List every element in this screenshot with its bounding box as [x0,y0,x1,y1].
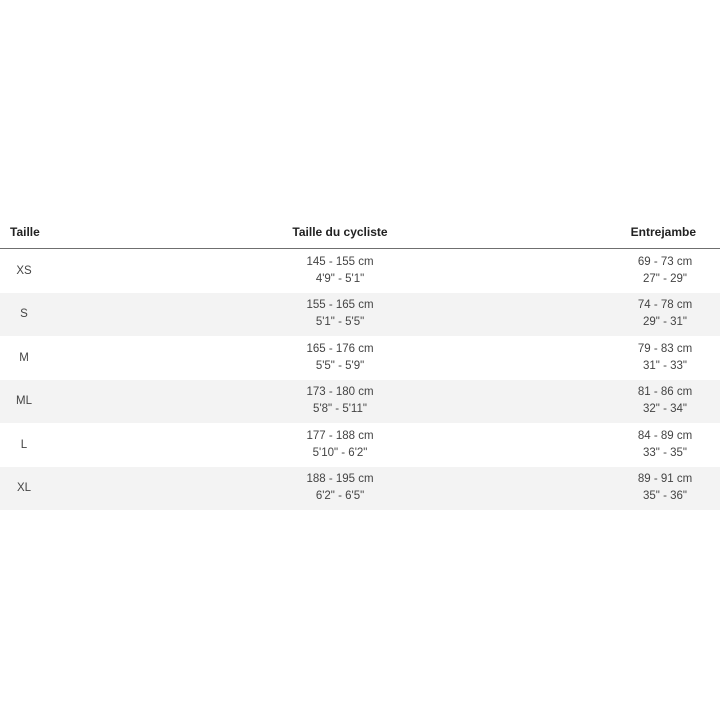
rider-height-cm: 145 - 155 cm [306,255,374,268]
rider-height-in: 5'8" - 5'11" [313,403,367,416]
inseam-in: 31" - 33" [643,359,687,372]
header-taille: Taille [10,225,40,239]
inseam-cm: 84 - 89 cm [637,429,693,442]
size-label: M [19,351,29,364]
size-chart-table [0,216,720,510]
inseam-in: 32" - 34" [643,403,687,416]
rider-height-in: 5'1" - 5'5" [315,316,365,329]
rider-height-cm: 155 - 165 cm [306,299,374,312]
header-entrejambe: Entrejambe [630,225,696,239]
rider-height-cell [48,471,610,505]
inseam-cm: 89 - 91 cm [637,473,693,486]
rider-height-cell [48,384,610,418]
inseam-in: 35" - 36" [643,490,687,503]
size-label: ML [16,395,32,408]
table-row [0,336,720,380]
rider-height-cm: 177 - 188 cm [306,429,374,442]
inseam-cell [610,471,720,505]
size-label: L [20,438,28,451]
header-taille-du-cycliste: Taille du cycliste [292,225,388,239]
size-label: S [20,308,28,321]
rider-height-cm: 188 - 195 cm [306,473,374,486]
rider-height-in: 6'2" - 6'5" [315,490,365,503]
table-header-row [0,216,720,249]
inseam-cell [610,254,720,288]
rider-height-in: 5'5" - 5'9" [315,359,365,372]
table-row [0,423,720,467]
inseam-cm: 81 - 86 cm [637,386,693,399]
rider-height-cell [48,297,610,331]
rider-height-in: 4'9" - 5'1" [315,272,365,285]
inseam-in: 27" - 29" [643,272,687,285]
inseam-in: 33" - 35" [643,446,687,459]
rider-height-cell [48,254,610,288]
table-row [0,467,720,511]
inseam-cm: 69 - 73 cm [637,255,693,268]
rider-height-cell [48,428,610,462]
inseam-cell [610,428,720,462]
table-row [0,249,720,293]
table-row [0,380,720,424]
inseam-cell [610,384,720,418]
inseam-cell [610,297,720,331]
inseam-cm: 74 - 78 cm [637,299,693,312]
inseam-in: 29" - 31" [643,316,687,329]
inseam-cm: 79 - 83 cm [637,342,693,355]
table-row [0,293,720,337]
rider-height-cm: 165 - 176 cm [306,342,374,355]
rider-height-cell [48,341,610,375]
rider-height-cm: 173 - 180 cm [306,386,374,399]
size-label: XS [16,264,32,277]
rider-height-in: 5'10" - 6'2" [312,446,368,459]
inseam-cell [610,341,720,375]
size-label: XL [16,482,32,495]
